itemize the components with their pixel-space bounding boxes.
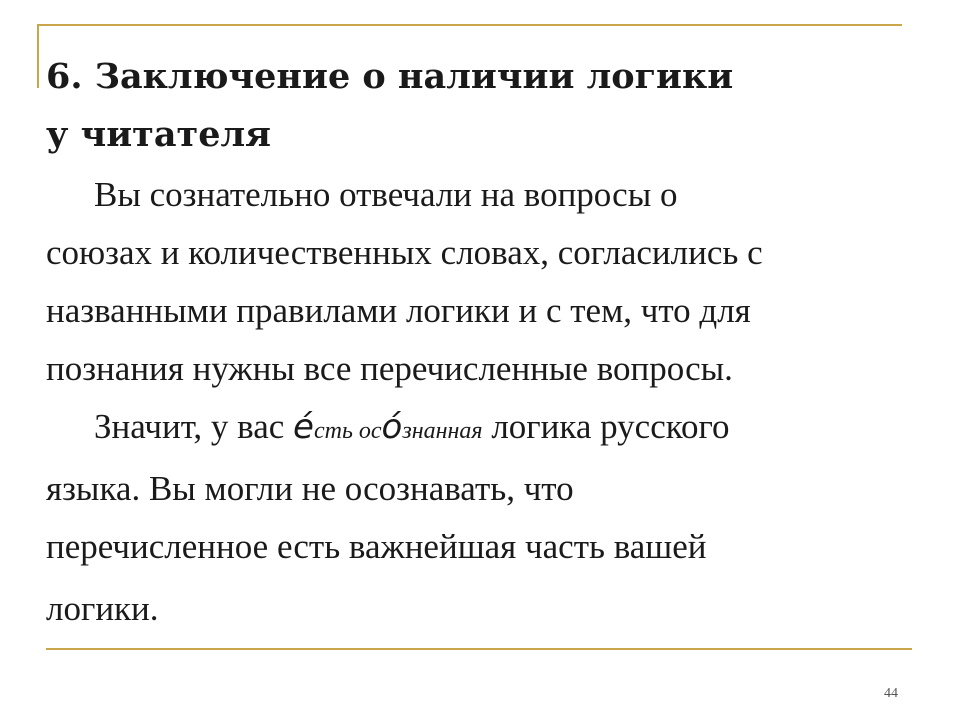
paragraph-1 bbox=[46, 166, 946, 398]
slide-body bbox=[46, 166, 946, 638]
title-line-1: 6. Заключение о наличии логики bbox=[46, 56, 734, 97]
stress-accent-1: é bbox=[293, 407, 314, 447]
title-line-2: у читателя bbox=[46, 114, 272, 155]
paragraph-2-line-1 bbox=[46, 398, 946, 460]
left-accent-rule bbox=[37, 24, 39, 88]
page-number: 44 bbox=[884, 686, 898, 701]
bottom-accent-rule bbox=[46, 648, 912, 650]
slide-title bbox=[46, 48, 906, 164]
paragraph-2-line-3: перечисленное есть важнейшая часть вашей bbox=[46, 527, 707, 566]
paragraph-2 bbox=[46, 398, 946, 638]
stress-accent-2: ó bbox=[381, 407, 403, 447]
paragraph-2-line-4: логики. bbox=[46, 589, 159, 628]
paragraph-1-line-2: союзах и количественных словах, согласились с bbox=[46, 233, 763, 272]
paragraph-1-line-1: Вы сознательно отвечали на вопросы о bbox=[94, 175, 678, 214]
paragraph-2-line-1-end: логика русского bbox=[482, 407, 730, 446]
italic-word-part-2: знанная bbox=[402, 418, 483, 444]
paragraph-2-lead: Значит, у вас bbox=[94, 407, 294, 446]
italic-word-part-1: сть ос bbox=[313, 418, 382, 444]
paragraph-1-line-4: познания нужны все перечисленные вопросы. bbox=[46, 349, 733, 388]
paragraph-1-line-3: названными правилами логики и с тем, что для bbox=[46, 291, 751, 330]
paragraph-2-line-2: языка. Вы могли не осознавать, что bbox=[46, 469, 574, 508]
top-accent-rule bbox=[37, 24, 902, 26]
